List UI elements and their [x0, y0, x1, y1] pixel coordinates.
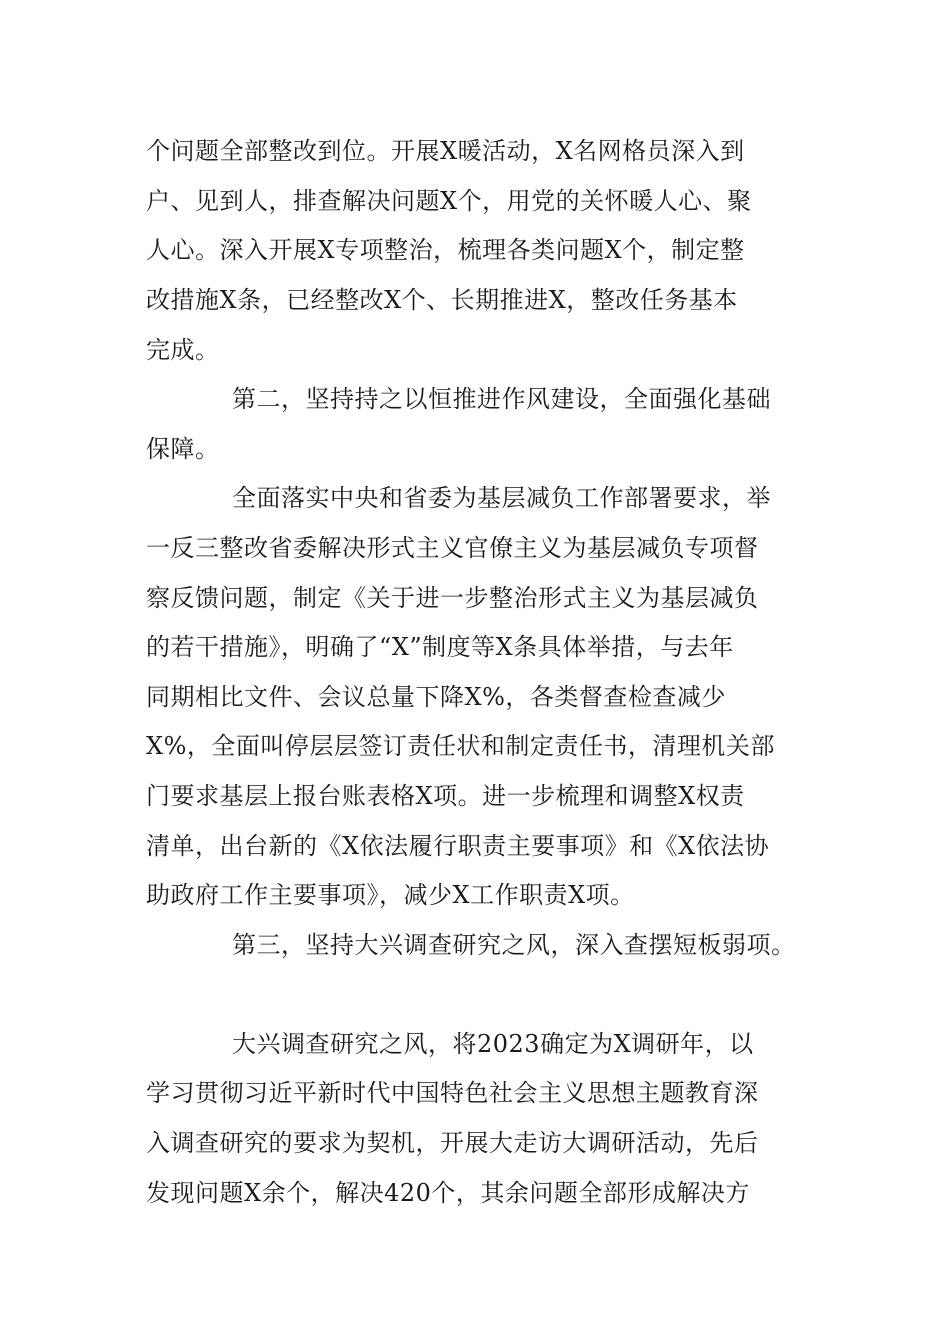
body-text-line: 察反馈问题，制定《关于进一步整治形式主义为基层减负	[146, 584, 759, 612]
body-text-line: 学习贯彻习近平新时代中国特色社会主义思想主题教育深	[146, 1079, 759, 1107]
body-text-line: 户、见到人，排查解决问题X个，用党的关怀暖人心、聚	[146, 187, 752, 215]
section-heading-line: 第二，坚持持之以恒推进作风建设，全面强化基础	[232, 385, 771, 413]
body-text-line: X%，全面叫停层层签订责任状和制定责任书，清理机关部	[146, 732, 775, 760]
body-text-line: 入调查研究的要求为契机，开展大走访大调研活动，先后	[146, 1129, 759, 1157]
body-text-line: 大兴调查研究之风，将2023确定为X调研年，以	[232, 1030, 754, 1058]
body-text-line: 同期相比文件、会议总量下降X%，各类督查检查减少	[146, 683, 726, 711]
body-text-line: 的若干措施》，明确了“X”制度等X条具体举措，与去年	[146, 633, 734, 661]
body-text-line: 门要求基层上报台账表格X项。进一步梳理和调整X权责	[146, 782, 745, 810]
body-text-line: 发现问题X余个，解决420个，其余问题全部形成解决方	[146, 1179, 750, 1207]
body-text-line: 清单，出台新的《X依法履行职责主要事项》和《X依法协	[146, 832, 770, 860]
body-text-line: 助政府工作主要事项》，减少X工作职责X项。	[146, 881, 635, 909]
body-text-line: 一反三整改省委解决形式主义官僚主义为基层减负专项督	[146, 534, 759, 562]
body-text-line: 全面落实中央和省委为基层减负工作部署要求，举	[232, 484, 771, 512]
section-heading-line: 第三，坚持大兴调查研究之风，深入查摆短板弱项。	[232, 931, 796, 959]
body-text-line: 个问题全部整改到位。开展X暖活动，X名网格员深入到	[146, 137, 745, 165]
body-text-line: 改措施X条，已经整改X个、长期推进X，整改任务基本	[146, 286, 738, 314]
section-heading-line: 保障。	[146, 435, 220, 463]
body-text-line: 完成。	[146, 336, 220, 364]
body-text-line: 人心。深入开展X专项整治，梳理各类问题X个，制定整	[146, 236, 745, 264]
